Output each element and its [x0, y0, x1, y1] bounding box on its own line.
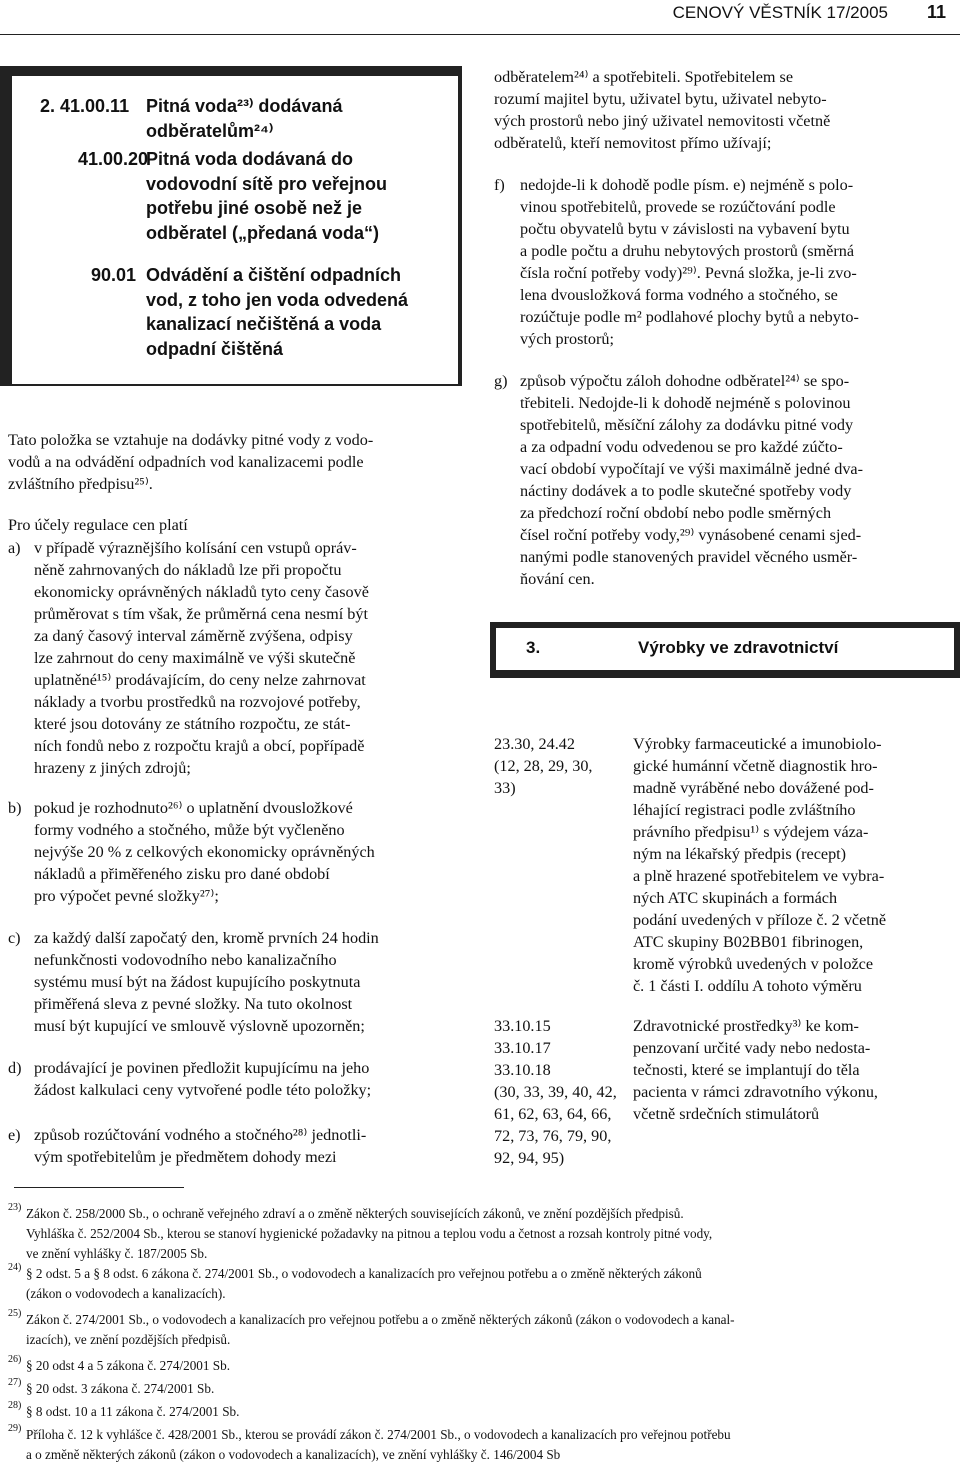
title-line: vodovodní sítě pro veřejnou: [146, 173, 388, 194]
text-line: uplatněné¹⁵⁾ prodávajícím, do ceny nelze zahrnovat: [34, 671, 366, 689]
section-title: Výrobky ve zdravotnictví: [638, 638, 839, 657]
text-line: vým spotřebitelům je předmětem dohody mezi: [34, 1148, 337, 1166]
footnote-number: 27): [8, 1377, 22, 1388]
list-item-c: [8, 927, 464, 1039]
text-line: nákladů a přiměřeného zisku pro dané období: [34, 865, 330, 883]
title-line: odběratel („předaná voda“): [146, 222, 380, 243]
text-line: ňování cen.: [520, 570, 595, 588]
text-line: léhající registraci podle zvláštního: [633, 801, 856, 819]
item-title: [146, 94, 342, 143]
text-line: včetně srdečních stimulátorů: [633, 1105, 820, 1123]
item-label: g): [494, 372, 508, 390]
footnote-line: (zákon o vodovodech a kanalizacích).: [26, 1286, 226, 1301]
code-line: 72, 73, 76, 79, 90,: [494, 1127, 612, 1145]
text-line: a za odpadní vodu odvedenou se pro každé zúčto-: [520, 438, 843, 456]
footnote: [8, 1402, 954, 1422]
text-line: vých prostorů;: [520, 330, 614, 348]
text-line: něně zahrnovaných do nákladů lze při propočtu: [34, 561, 342, 579]
item-label: c): [8, 929, 21, 947]
code-line: (12, 28, 29, 30,: [494, 757, 593, 775]
item-label: d): [8, 1059, 22, 1077]
footnote-number: 23): [8, 1202, 22, 1213]
footnote-line: izacích), ve znění pozdějších předpisů.: [26, 1332, 231, 1347]
page-header: [0, 0, 960, 44]
text-line: čísel roční potřeby vody,²⁹⁾ vynásobené cenami sjed-: [520, 526, 862, 544]
footnote-number: 25): [8, 1308, 22, 1319]
journal-title: CENOVÝ VĚSTNÍK 17/2005: [672, 3, 888, 22]
text-line: náklady a tvorbu prostředků na rozvojové potřeby,: [34, 693, 361, 711]
item-text: [520, 174, 954, 350]
code-line: 92, 94, 95): [494, 1149, 565, 1167]
text-line: č. 1 části I. oddílu A tohoto výměru: [633, 977, 862, 995]
text-line: odběratelů, kteří nemovitost přímo užívají;: [494, 134, 772, 152]
footnote-number: 29): [8, 1423, 22, 1434]
footnote-line: Zákon č. 274/2001 Sb., o vodovodech a kanalizacích pro veřejnou potřebu a o změně některých zákonů (zákon o vodovodech a kanal-: [26, 1312, 735, 1327]
footnote-line: Příloha č. 12 k vyhlášce č. 428/2001 Sb., kterou se provádí zákon č. 274/2001 Sb., o vodovodech a kanalizacích pro veřejnou potřebu: [26, 1427, 731, 1442]
text-line: penzovaní určité vady nebo nedosta-: [633, 1039, 871, 1057]
page-number: 11: [926, 2, 946, 22]
text-line: za daný časový interval záměrně zvýšena, odpisy: [34, 627, 353, 645]
text-line: rozumí majitel bytu, uživatel bytu, uživatel nebyto-: [494, 90, 827, 108]
title-line: Odvádění a čištění odpadních: [146, 265, 402, 285]
text-line: odběratelem²⁴⁾ a spotřebiteli. Spotřebitelem se: [494, 68, 794, 86]
footnote: [8, 1264, 954, 1304]
text-line: ekonomicky oprávněných nákladů tyto ceny časově: [34, 583, 369, 601]
item-text: [520, 370, 954, 590]
footnote: [8, 1425, 954, 1465]
text-line: ATC skupiny B02BB01 fibrinogen,: [633, 933, 864, 951]
item-title: [146, 147, 387, 245]
code-line: (30, 33, 39, 40, 42,: [494, 1083, 617, 1101]
title-line: potřebu jiné osobě než je: [146, 198, 363, 218]
text-line: zvláštního předpisu²⁵⁾.: [8, 475, 153, 493]
text-line: za předchozí roční období nebo podle směrných: [520, 504, 832, 522]
text-line: formy vodného a stočného, může být vyčleněno: [34, 821, 345, 839]
list-item-f: [494, 174, 954, 354]
code-line: 33.10.18: [494, 1061, 551, 1079]
text-line: čísla roční potřeby vody)²⁹⁾. Pevná složka, je-li zvo-: [520, 264, 857, 282]
text-line: podání uvedených v příloze č. 2 včetně: [633, 911, 887, 929]
header-rule: [0, 34, 960, 35]
list-item-a: [8, 537, 464, 779]
footnote-line: § 8 odst. 10 a 11 zákona č. 274/2001 Sb.: [26, 1404, 240, 1419]
text-line: vých prostorů nebo jiný uživatel nemovitosti včetně: [494, 112, 831, 130]
text-line: nefunkčnosti vodovodního nebo kanalizačního: [34, 951, 337, 969]
text-line: žádost kalkulaci ceny vytvořené podle této položky;: [34, 1081, 372, 1099]
text-line: hrazeny z jiných zdrojů;: [34, 759, 191, 777]
entry-description: [633, 733, 953, 997]
list-item-g: [494, 370, 954, 592]
list-item-b: [8, 797, 464, 909]
text-line: kromě výrobků uvedených v položce: [633, 955, 874, 973]
entry-description: [633, 1015, 953, 1125]
entry-codes: [494, 1015, 634, 1169]
item-label: e): [8, 1126, 21, 1144]
text-line: počtu obyvatelů bytu v závislosti na vybavení bytu: [520, 220, 850, 238]
text-line: způsob výpočtu záloh dohodne odběratel²⁴⁾ se spo-: [520, 372, 850, 390]
intro-paragraph: [8, 429, 464, 495]
title-line: Pitná voda²³⁾ dodávaná: [146, 96, 343, 116]
text-line: právního předpisu¹⁾ s výdejem váza-: [633, 823, 869, 841]
text-line: ným na lékařský předpis (recept): [633, 845, 847, 863]
title-line: odpadní čištěná: [146, 338, 284, 359]
heading-box: [10, 74, 460, 386]
text-line: musí být kupující ve smlouvě výslovně upozorněn;: [34, 1017, 365, 1035]
text-line: třebiteli. Nedojde-li k dohodě nejméně s polovinou: [520, 394, 851, 412]
text-line: průměrovat s tím však, že průměrná cena nesmí být: [34, 605, 368, 623]
text-line: madně vyráběné nebo dovážené pod-: [633, 779, 874, 797]
section-heading-box: [494, 626, 956, 672]
footnote-line: a o změně některých zákonů (zákon o vodovodech a kanalizacích), ve znění vyhlášky č. 146/2004 Sb: [26, 1447, 561, 1462]
title-line: kanalizací nečištěná a voda: [146, 314, 382, 334]
text-line: způsob rozúčtování vodného a stočného²⁸⁾ jednotli-: [34, 1126, 367, 1144]
list-item-d: [8, 1057, 464, 1103]
text-line: přiměřená sleva z pevné složky. Na tuto okolnost: [34, 995, 353, 1013]
footnote-line: Zákon č. 258/2000 Sb., o ochraně veřejného zdraví a o změně některých souvisejících zákonů, ve znění pozdějších předpisů.: [26, 1206, 684, 1221]
item-title: [146, 263, 408, 361]
item-text: [34, 797, 464, 907]
text-line: Tato položka se vztahuje na dodávky pitné vody z vodo-: [8, 431, 374, 449]
purpose-line: Pro účely regulace cen platí: [8, 516, 188, 534]
item-label: f): [494, 176, 505, 194]
text-line: pacienta v rámci zdravotního výkonu,: [633, 1083, 878, 1101]
title-line: Pitná voda dodávaná do: [146, 149, 354, 169]
text-line: pro výpočet pevné složky²⁷⁾;: [34, 887, 219, 905]
text-line: nejvýše 20 % z celkových ekonomicky oprávněných: [34, 843, 375, 861]
code-line: 23.30, 24.42: [494, 735, 575, 753]
text-line: nedojde-li k dohodě podle písm. e) nejméně s polo-: [520, 176, 854, 194]
footnote-line: § 2 odst. 5 a § 8 odst. 6 zákona č. 274/2001 Sb., o vodovodech a kanalizacích pro veřejnou potřebu a o změně některých zákonů: [26, 1266, 702, 1281]
text-line: a podle počtu a druhu nebytových prostorů (směrná: [520, 242, 855, 260]
footnote-line: ve znění vyhlášky č. 187/2005 Sb.: [26, 1246, 208, 1261]
footnote: [8, 1356, 954, 1376]
text-line: Zdravotnické prostředky³⁾ ke kom-: [633, 1017, 859, 1035]
section-number: 3.: [526, 638, 541, 657]
footnote-number: 26): [8, 1354, 22, 1365]
text-line: lze zahrnout do ceny maximálně ve výši skutečně: [34, 649, 356, 667]
text-line: vinou spotřebitelů, provede se rozúčtování podle: [520, 198, 836, 216]
item-code: 41.00.20: [78, 149, 149, 169]
text-line: ních fondů nebo z rozpočtu krajů a obcí, popřípadě: [34, 737, 365, 755]
title-line: odběratelům²⁴⁾: [146, 120, 274, 141]
text-line: vací období vypočítají ve výši maximálně jedné dva-: [520, 460, 863, 478]
text-line: náctiny dodávek a to podle skutečné spotřeby vody: [520, 482, 852, 500]
footnote-line: § 20 odst. 3 zákona č. 274/2001 Sb.: [26, 1381, 215, 1396]
text-line: rozúčtuje podle m² podlahové plochy bytů a nebyto-: [520, 308, 859, 326]
text-line: nanými podle stanovených pravidel věcného usměr-: [520, 548, 858, 566]
item-text: [34, 537, 464, 779]
footnote-line: Vyhláška č. 252/2004 Sb., kterou se stanoví hygienické požadavky na pitnou a teplou vodu a četnost a rozsah kontroly pitné vody,: [26, 1226, 713, 1241]
continuation-paragraph: [494, 66, 954, 154]
code-line: 33.10.15: [494, 1017, 551, 1035]
text-line: tečnosti, které se implantují do těla: [633, 1061, 860, 1079]
text-line: pokud je rozhodnuto²⁶⁾ o uplatnění dvousložkové: [34, 799, 353, 817]
entry-codes: [494, 733, 634, 799]
footnote: [8, 1379, 954, 1399]
footnote-number: 28): [8, 1400, 22, 1411]
item-text: [34, 927, 464, 1037]
text-line: spotřebitelů, měsíční zálohy za dodávku pitné vody: [520, 416, 854, 434]
footnote-number: 24): [8, 1262, 22, 1273]
item-label: a): [8, 539, 21, 557]
item-label: b): [8, 799, 22, 817]
footnote: [8, 1310, 954, 1350]
code-line: 33.10.17: [494, 1039, 551, 1057]
code-line: 61, 62, 63, 64, 66,: [494, 1105, 612, 1123]
item-code: 2. 41.00.11: [40, 96, 130, 116]
text-line: gické humánní včetně diagnostik hro-: [633, 757, 878, 775]
text-line: Výrobky farmaceutické a imunobiolo-: [633, 735, 882, 753]
footnote-line: § 20 odst 4 a 5 zákona č. 274/2001 Sb.: [26, 1358, 231, 1373]
text-line: a plně hrazené spotřebitelem ve vybra-: [633, 867, 885, 885]
text-line: prodávající je povinen předložit kupujícímu na jeho: [34, 1059, 370, 1077]
title-line: vod, z toho jen voda odvedená: [146, 289, 409, 310]
text-line: za každý další započatý den, kromě prvních 24 hodin: [34, 929, 379, 947]
footnote: [8, 1204, 954, 1264]
code-line: 33): [494, 779, 516, 797]
list-item-e: [8, 1124, 464, 1170]
item-text: [34, 1124, 464, 1168]
item-text: [34, 1057, 464, 1101]
text-line: lena dvousložková forma vodného a stočného, se: [520, 286, 838, 304]
text-line: ných ATC skupinách a formách: [633, 889, 838, 907]
text-line: v případě výraznějšího kolísání cen vstupů opráv-: [34, 539, 357, 557]
text-line: které jsou dotovány ze státního rozpočtu, ze stát-: [34, 715, 351, 733]
item-code: 90.01: [91, 265, 137, 285]
text-line: systému musí být na žádost kupujícího poskytnuta: [34, 973, 361, 991]
text-line: vodů a na odvádění odpadních vod kanalizacemi podle: [8, 453, 364, 471]
footnote-rule: [14, 1187, 184, 1188]
